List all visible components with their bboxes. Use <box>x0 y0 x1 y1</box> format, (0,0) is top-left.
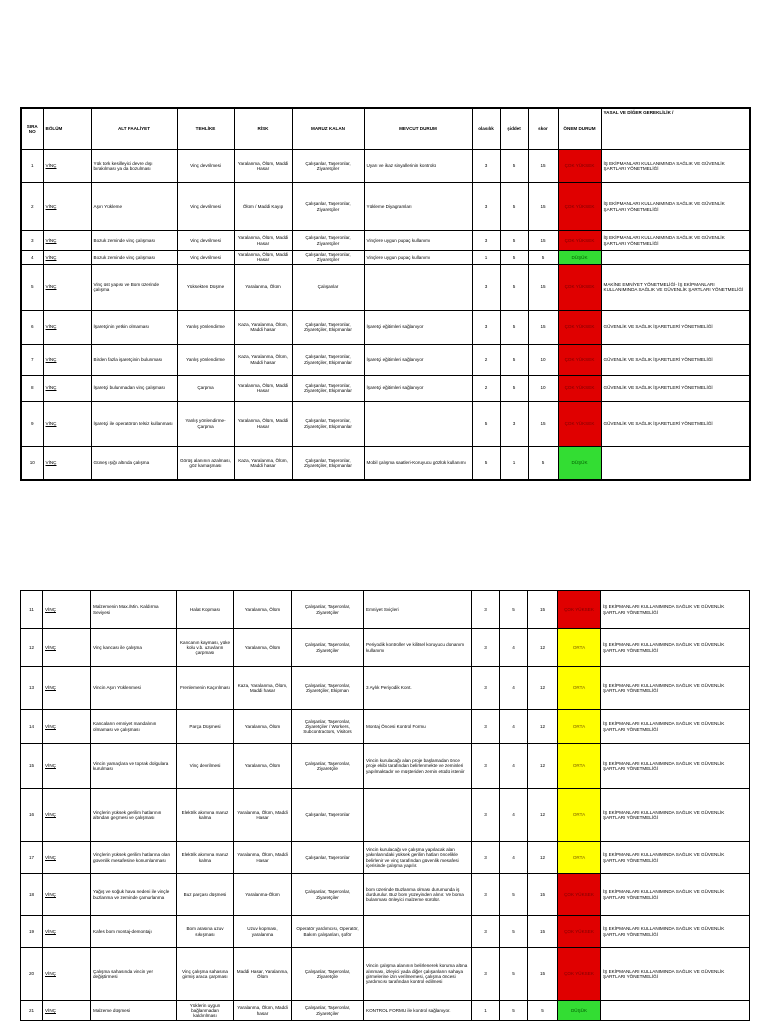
cell-tehlike: Yanlış yönlendirme <box>177 310 234 344</box>
cell-bolum: VİNÇ <box>43 667 91 710</box>
cell-maruz-kalan: Çalışanlar, Taşeronlar, Ziyaretçile <box>292 744 364 789</box>
cell-risk: Yaralanma, Ölüm, Maddi Hasar <box>234 375 292 401</box>
cell-olasilik: 2 <box>472 344 500 375</box>
cell-risk: Yaralanma, Ölüm, Maddi Hasar <box>234 401 292 446</box>
cell-yasal: GÜVENLİK VE SAĞLIK İŞARETLERİ YÖNETMELİĞİ <box>601 310 750 344</box>
cell-mevcut-durum: Montaj Öncesi Kontrol Formu <box>364 710 472 744</box>
cell-siddet: 5 <box>500 916 528 948</box>
cell-alt-faaliyet: Yük tork kesilleyici devre dışı bırakılması ya da bozulması <box>91 150 177 183</box>
header-risk: RİSK <box>234 108 292 150</box>
cell-olasilik: 3 <box>472 591 500 629</box>
cell-skor: 15 <box>528 264 558 310</box>
cell-no: 4 <box>21 251 43 265</box>
cell-no: 20 <box>21 948 43 1001</box>
cell-onem-durum: ORTA <box>558 710 601 744</box>
cell-onem-durum: ÇOK YÜKSEK <box>558 375 601 401</box>
cell-skor: 15 <box>528 874 558 916</box>
cell-risk: Kaza, Yaralanma, Ölüm, Maddi hasar <box>234 310 292 344</box>
cell-siddet: 5 <box>500 344 528 375</box>
cell-yasal <box>601 251 750 265</box>
cell-mevcut-durum: İşaretçi eğitimleri sağlanıyor <box>364 310 472 344</box>
cell-no: 9 <box>21 401 43 446</box>
table-row <box>21 842 750 874</box>
cell-bolum: VİNÇ <box>43 744 91 789</box>
cell-yasal: GÜVENLİK VE SAĞLIK İŞARETLERİ YÖNETMELİĞİ <box>601 401 750 446</box>
cell-alt-faaliyet: Vincin yamaçlara ve toprak dolgulara kurulması <box>91 744 177 789</box>
cell-skor: 10 <box>528 344 558 375</box>
cell-yasal: İŞ EKİPMANLARI KULLANIMINDA SAĞLIK VE GÜVENLİK ŞARTLARI YÖNETMELİĞİ <box>601 591 750 629</box>
cell-alt-faaliyet: Çalışma sahasında vincin yer değiştirmesi <box>91 948 177 1001</box>
cell-alt-faaliyet: İşaretçi ile operatörün telsiz kullanması <box>91 401 177 446</box>
cell-bolum: VİNÇ <box>43 375 91 401</box>
table-row <box>21 710 750 744</box>
cell-no: 16 <box>21 789 43 842</box>
cell-bolum: VİNÇ <box>43 591 91 629</box>
cell-mevcut-durum <box>364 401 472 446</box>
cell-tehlike: Vinç devrilmesi <box>177 231 234 251</box>
cell-tehlike: Çarpma <box>177 375 234 401</box>
cell-maruz-kalan: Operatör yardımcısı, Operatör, Bakım çalışanları, şoför <box>292 916 364 948</box>
cell-risk: Yaralanma, Ölüm, Maddi Hasar <box>234 842 292 874</box>
cell-onem-durum: ORTA <box>558 789 601 842</box>
cell-siddet: 5 <box>500 375 528 401</box>
table-row <box>21 344 750 375</box>
cell-onem-durum: ÇOK YÜKSEK <box>558 591 601 629</box>
cell-mevcut-durum: Mobil çalışma saatleri-Koruyucu gözlük kullanımı <box>364 446 472 480</box>
table-row <box>21 874 750 916</box>
table-row <box>21 150 750 183</box>
cell-onem-durum: ÇOK YÜKSEK <box>558 344 601 375</box>
cell-yasal: İŞ EKİPMANLARI KULLANIMINDA SAĞLIK VE GÜVENLİK ŞARTLARI YÖNETMELİĞİ <box>601 667 750 710</box>
cell-onem-durum: ÇOK YÜKSEK <box>558 401 601 446</box>
cell-bolum: VİNÇ <box>43 948 91 1001</box>
cell-maruz-kalan: Çalışanlar, Taşeronlar, Ziyaretçiler <box>292 1001 364 1021</box>
cell-bolum: VİNÇ <box>43 1001 91 1021</box>
cell-risk: Yaralanma, Ölüm <box>234 591 292 629</box>
cell-yasal: İŞ EKİPMANLARI KULLANIMINDA SAĞLIK VE GÜVENLİK ŞARTLARI YÖNETMELİĞİ <box>601 744 750 789</box>
cell-mevcut-durum <box>364 264 472 310</box>
cell-risk: Yaralanma, Ölüm <box>234 629 292 667</box>
cell-alt-faaliyet: Vinçlerin yüksek gerilim hatlarının altından geçmesi ve çalışması <box>91 789 177 842</box>
header-mevcut-durum: MEVCUT DURUM <box>364 108 472 150</box>
cell-tehlike: Elektrik akımına maruz kalma <box>177 789 234 842</box>
cell-yasal: İŞ EKİPMANLARI KULLANIMINDA SAĞLIK VE GÜVENLİK ŞARTLARI YÖNETMELİĞİ <box>601 231 750 251</box>
header-sira-no: SIRA NO <box>21 108 43 150</box>
cell-onem-durum: ÇOK YÜKSEK <box>558 264 601 310</box>
table-row <box>21 183 750 231</box>
header-olasilik: olasılık <box>472 108 500 150</box>
cell-mevcut-durum <box>364 916 472 948</box>
cell-bolum: VİNÇ <box>43 842 91 874</box>
cell-alt-faaliyet: Kancaların emniyet mandalının olmaması ve çalışması <box>91 710 177 744</box>
cell-yasal: İŞ EKİPMANLARI KULLANIMINDA SAĞLIK VE GÜVENLİK ŞARTLARI YÖNETMELİĞİ <box>601 842 750 874</box>
cell-risk: Kaza, Yaralanma, Ölüm, Maddi hasar <box>234 667 292 710</box>
cell-risk: Ölüm / Maddi Kayıp <box>234 183 292 231</box>
cell-alt-faaliyet: Bozuk zeminde vinç çalışması <box>91 251 177 265</box>
cell-mevcut-durum: Uyarı ve ikaz sinyallerinin kontrolü <box>364 150 472 183</box>
cell-skor: 12 <box>528 667 558 710</box>
cell-yasal <box>601 446 750 480</box>
cell-alt-faaliyet: Vincin Aşırı Yüklenmesi <box>91 667 177 710</box>
cell-tehlike: Bom arasına uzuv sıkışması <box>177 916 234 948</box>
cell-skor: 15 <box>528 310 558 344</box>
cell-maruz-kalan: Çalışanlar, Taşeronlar, Ziyaretçiler, Ekipmanlar <box>292 375 364 401</box>
header-maruz-kalan: MARUZ KALAN <box>292 108 364 150</box>
cell-mevcut-durum: Vincin kurulacağı alan proje başlamadan önce proje ekibi tarafından belirlenmekte ve zeminleri yapılmaktadır ve müşteriden zemin etüdü isteniir <box>364 744 472 789</box>
table-row <box>21 916 750 948</box>
cell-maruz-kalan: Çalışanlar, Taşeronlar, Ziyaretçile <box>292 948 364 1001</box>
cell-maruz-kalan: Çalışanlar, Taşeronlar, Ziyaretçiler, Ekipman <box>292 667 364 710</box>
cell-maruz-kalan: Çalışanlar, Taşeronlar, Ziyaretçiler, Ekipmanlar <box>292 310 364 344</box>
cell-alt-faaliyet: Vinçlerin yüksek gerilim hatlarına olan güvenlik mesafesine konumlanması <box>91 842 177 874</box>
cell-alt-faaliyet: Vinç üst yapısı ve Bom üzerinde çalışma <box>91 264 177 310</box>
table-row <box>21 310 750 344</box>
cell-yasal: İŞ EKİPMANLARI KULLANIMINDA SAĞLIK VE GÜVENLİK ŞARTLARI YÖNETMELİĞİ <box>601 789 750 842</box>
cell-risk: Yaralanma, Ölüm <box>234 744 292 789</box>
cell-alt-faaliyet: Güneş ışığı altında çalışma <box>91 446 177 480</box>
table-row <box>21 251 750 265</box>
cell-no: 21 <box>21 1001 43 1021</box>
cell-siddet: 4 <box>500 842 528 874</box>
cell-bolum: VİNÇ <box>43 710 91 744</box>
cell-alt-faaliyet: Malzemenin Max./Min. Kaldırma Seviyesi <box>91 591 177 629</box>
cell-siddet: 5 <box>500 591 528 629</box>
cell-skor: 15 <box>528 948 558 1001</box>
cell-mevcut-durum: Yükleme Diyagramları <box>364 183 472 231</box>
cell-mevcut-durum <box>364 789 472 842</box>
cell-skor: 15 <box>528 183 558 231</box>
cell-olasilik: 3 <box>472 150 500 183</box>
cell-no: 10 <box>21 446 43 480</box>
cell-onem-durum: DÜŞÜK <box>558 446 601 480</box>
cell-no: 19 <box>21 916 43 948</box>
cell-skor: 15 <box>528 401 558 446</box>
header-skor: skor <box>528 108 558 150</box>
cell-olasilik: 3 <box>472 916 500 948</box>
cell-olasilik: 3 <box>472 710 500 744</box>
cell-onem-durum: ORTA <box>558 744 601 789</box>
cell-no: 1 <box>21 150 43 183</box>
cell-tehlike: Vinç devrilmesi <box>177 183 234 231</box>
cell-bolum: VİNÇ <box>43 874 91 916</box>
table-row <box>21 629 750 667</box>
cell-siddet: 4 <box>500 629 528 667</box>
cell-alt-faaliyet: Yağış ve soğuk hava nedeni ile vinçle buzlanma ve zeminde çamurlanma <box>91 874 177 916</box>
table-2-body <box>21 591 750 1021</box>
cell-mevcut-durum: Emniyet Sviçleri <box>364 591 472 629</box>
cell-risk: Maddi Hasar, Yaralanma, Ölüm <box>234 948 292 1001</box>
cell-maruz-kalan: Çalışanlar, Taşeronlar, Ziyaretçiler <box>292 591 364 629</box>
cell-onem-durum: ÇOK YÜKSEK <box>558 916 601 948</box>
cell-mevcut-durum: bom üzerinde Buzlanma olması durumunda iş durdurulur. Buz bom yüzeyinden alınır. Ve boma bulanması önleyici malzeme sürülür. <box>364 874 472 916</box>
cell-siddet: 5 <box>500 948 528 1001</box>
cell-maruz-kalan: Çalışanlar, Taşeronlar, Ziyaretçiler <box>292 251 364 265</box>
cell-mevcut-durum: İşaretçi eğitimleri sağlanıyor <box>364 344 472 375</box>
cell-maruz-kalan: Çalışanlar, Taşeronlar, Ziyaretçiler <box>292 231 364 251</box>
cell-skor: 5 <box>528 251 558 265</box>
cell-tehlike: Vinç çalışma sahasına girmiş araca çarpması <box>177 948 234 1001</box>
cell-yasal: İŞ EKİPMANLARI KULLANIMINDA SAĞLIK VE GÜVENLİK ŞARTLARI YÖNETMELİĞİ <box>601 183 750 231</box>
cell-tehlike: Görüş alanının azalması, göz kamaşması <box>177 446 234 480</box>
cell-bolum: VİNÇ <box>43 401 91 446</box>
table-row <box>21 744 750 789</box>
cell-yasal: İŞ EKİPMANLARI KULLANIMINDA SAĞLIK VE GÜVENLİK ŞARTLARI YÖNETMELİĞİ <box>601 710 750 744</box>
cell-skor: 5 <box>528 1001 558 1021</box>
table-row <box>21 231 750 251</box>
cell-skor: 12 <box>528 789 558 842</box>
cell-onem-durum: DÜŞÜK <box>558 251 601 265</box>
cell-olasilik: 3 <box>472 667 500 710</box>
cell-tehlike: Buz parçası düşmesi <box>177 874 234 916</box>
cell-risk: Yaralanma, Ölüm, Maddi Hasar <box>234 231 292 251</box>
cell-olasilik: 3 <box>472 629 500 667</box>
cell-no: 11 <box>21 591 43 629</box>
cell-bolum: VİNÇ <box>43 231 91 251</box>
header-siddet: şiddet <box>500 108 528 150</box>
cell-alt-faaliyet: Vinç kancası ile çalışma <box>91 629 177 667</box>
cell-risk: Yaralanma, Ölüm, Maddi Hasar <box>234 789 292 842</box>
cell-siddet: 4 <box>500 667 528 710</box>
header-tehlike: TEHLİKE <box>177 108 234 150</box>
cell-tehlike: Yüksekten Düşme <box>177 264 234 310</box>
cell-onem-durum: ÇOK YÜKSEK <box>558 948 601 1001</box>
cell-yasal: İŞ EKİPMANLARI KULLANIMINDA SAĞLIK VE GÜVENLİK ŞARTLARI YÖNETMELİĞİ <box>601 916 750 948</box>
cell-siddet: 3 <box>500 401 528 446</box>
table-row <box>21 1001 750 1021</box>
cell-bolum: VİNÇ <box>43 446 91 480</box>
cell-no: 8 <box>21 375 43 401</box>
cell-onem-durum: ORTA <box>558 629 601 667</box>
cell-bolum: VİNÇ <box>43 264 91 310</box>
cell-no: 5 <box>21 264 43 310</box>
cell-maruz-kalan: Çalışanlar, Taşeronlar, Ziyaretçiler, Ekipmanlar <box>292 446 364 480</box>
cell-siddet: 4 <box>500 744 528 789</box>
cell-risk: Uzuv kopması, yaralanma <box>234 916 292 948</box>
cell-risk: Kaza, Yaralanma, Ölüm, Maddi hasar <box>234 446 292 480</box>
cell-maruz-kalan: Çalışanlar, Taşeronlar, Ziyaretçiler <box>292 150 364 183</box>
cell-olasilik: 3 <box>472 842 500 874</box>
cell-maruz-kalan: Çalışanlar, Taşeronlar, Ziyaretçiler <box>292 629 364 667</box>
cell-siddet: 5 <box>500 150 528 183</box>
cell-tehlike: Vinç devrilmesi <box>177 744 234 789</box>
cell-siddet: 5 <box>500 1001 528 1021</box>
cell-siddet: 5 <box>500 310 528 344</box>
header-yasal: YASAL VE DİĞER GEREKLİLİK / <box>601 108 750 150</box>
cell-no: 12 <box>21 629 43 667</box>
cell-skor: 15 <box>528 591 558 629</box>
cell-no: 15 <box>21 744 43 789</box>
cell-alt-faaliyet: İşaretçi bulunmadan vinç çalışması <box>91 375 177 401</box>
cell-tehlike: Vinç devrilmesi <box>177 251 234 265</box>
risk-table-1 <box>20 107 751 481</box>
cell-olasilik: 3 <box>472 264 500 310</box>
table-row <box>21 789 750 842</box>
cell-siddet: 5 <box>500 251 528 265</box>
cell-tehlike: Frenlemenin Kaçırılması <box>177 667 234 710</box>
table-row <box>21 948 750 1001</box>
cell-skor: 12 <box>528 842 558 874</box>
cell-siddet: 1 <box>500 446 528 480</box>
cell-yasal: İŞ EKİPMANLARI KULLANIMINDA SAĞLIK VE GÜVENLİK ŞARTLARI YÖNETMELİĞİ <box>601 150 750 183</box>
cell-tehlike: Halat Kopması <box>177 591 234 629</box>
cell-skor: 15 <box>528 231 558 251</box>
cell-bolum: VİNÇ <box>43 916 91 948</box>
cell-siddet: 4 <box>500 789 528 842</box>
cell-risk: Yaralanma, Ölüm, Maddi Hasar <box>234 150 292 183</box>
cell-olasilik: 3 <box>472 948 500 1001</box>
cell-olasilik: 3 <box>472 183 500 231</box>
cell-maruz-kalan: Çalışanlar, Taşeronlar, Ziyaretçiler, Ekipmanlar <box>292 344 364 375</box>
cell-mevcut-durum: Vincin kurulacağı ve çalışma yapılacak alan yakınlarındaki yüksek gerilim hatları öncelikle belirlenir ve vinç tarafından güvenlik mesafesi içerisinde çalışma yapılır. <box>364 842 472 874</box>
cell-mevcut-durum: Vinçlere uygun pupaç kullanımı <box>364 231 472 251</box>
cell-olasilik: 3 <box>472 789 500 842</box>
cell-bolum: VİNÇ <box>43 789 91 842</box>
cell-skor: 12 <box>528 744 558 789</box>
cell-risk: Yaralanma, Ölüm, Maddi Hasar <box>234 251 292 265</box>
cell-onem-durum: ÇOK YÜKSEK <box>558 231 601 251</box>
cell-yasal <box>601 1001 750 1021</box>
cell-no: 17 <box>21 842 43 874</box>
table-row <box>21 667 750 710</box>
risk-table-2 <box>20 590 750 1021</box>
cell-no: 7 <box>21 344 43 375</box>
cell-risk: Kaza, Yaralanma, Ölüm, Maddi hasar <box>234 344 292 375</box>
cell-maruz-kalan: Çalışanlar, Taşeronlar, Ziyaretçiler, Ekipmanlar <box>292 401 364 446</box>
cell-no: 6 <box>21 310 43 344</box>
cell-onem-durum: ÇOK YÜKSEK <box>558 150 601 183</box>
cell-skor: 5 <box>528 446 558 480</box>
cell-tehlike: Yüklerin uygun bağlanmadan kaldırılması <box>177 1001 234 1021</box>
cell-alt-faaliyet: Malzeme düşmesi <box>91 1001 177 1021</box>
cell-bolum: VİNÇ <box>43 310 91 344</box>
cell-mevcut-durum: Periyodik kontroller ve kilitsel koruyucu donanım kullanımı <box>364 629 472 667</box>
cell-alt-faaliyet: Aşırı Yükleme <box>91 183 177 231</box>
cell-onem-durum: ÇOK YÜKSEK <box>558 310 601 344</box>
header-row <box>21 108 750 150</box>
cell-olasilik: 1 <box>472 251 500 265</box>
cell-mevcut-durum: Vinçlere uygun pupaç kullanımı <box>364 251 472 265</box>
cell-siddet: 5 <box>500 183 528 231</box>
header-bolum: BÖLÜM <box>43 108 91 150</box>
cell-yasal: GÜVENLİK VE SAĞLIK İŞARETLERİ YÖNETMELİĞİ <box>601 375 750 401</box>
cell-skor: 15 <box>528 150 558 183</box>
cell-tehlike: Yanlış yönlendirme- Çarpma <box>177 401 234 446</box>
cell-onem-durum: ÇOK YÜKSEK <box>558 183 601 231</box>
cell-maruz-kalan: Çalışanlar, Taşeronlar, Ziyaretçiler / Workers, Subcontractors, Visitors <box>292 710 364 744</box>
cell-bolum: VİNÇ <box>43 344 91 375</box>
table-row <box>21 446 750 480</box>
cell-siddet: 5 <box>500 231 528 251</box>
cell-risk: Yaralanma, Ölüm <box>234 264 292 310</box>
cell-risk: Yaralanma-Ölüm <box>234 874 292 916</box>
cell-alt-faaliyet: İşaretçinin yetkin olmaması <box>91 310 177 344</box>
cell-onem-durum: DÜŞÜK <box>558 1001 601 1021</box>
cell-siddet: 5 <box>500 264 528 310</box>
cell-onem-durum: ÇOK YÜKSEK <box>558 874 601 916</box>
cell-risk: Yaralanma, Ölüm, Maddi hasar <box>234 1001 292 1021</box>
cell-mevcut-durum: KONTROL FORMU ile kontrol sağlanıyor. <box>364 1001 472 1021</box>
cell-tehlike: Parça Düşmesi <box>177 710 234 744</box>
header-onem-durum: ÖNEM DURUM <box>558 108 601 150</box>
cell-yasal: İŞ EKİPMANLARI KULLANIMINDA SAĞLIK VE GÜVENLİK ŞARTLARI YÖNETMELİĞİ <box>601 629 750 667</box>
cell-mevcut-durum: Vincin çalışma alanının belirlenerek koruma altına alınması, izleyici yada diğer çalışanların sahaya girmelerine izin verilmemesi, çalışma öncesi yardımcısı tarafından kontrol edilmesi <box>364 948 472 1001</box>
cell-maruz-kalan: Çalışanlar <box>292 264 364 310</box>
table-row <box>21 264 750 310</box>
cell-skor: 10 <box>528 375 558 401</box>
cell-maruz-kalan: Çalışanlar, Taşeronlar, Ziyaretçiler <box>292 874 364 916</box>
cell-olasilik: 1 <box>472 1001 500 1021</box>
cell-yasal: İŞ EKİPMANLARI KULLANIMINDA SAĞLIK VE GÜVENLİK ŞARTLARI YÖNETMELİĞİ <box>601 874 750 916</box>
cell-maruz-kalan: Çalışanlar, Taşeronlar, Ziyaretçiler <box>292 183 364 231</box>
cell-alt-faaliyet: Kafes bom montaj-demontajı <box>91 916 177 948</box>
cell-no: 2 <box>21 183 43 231</box>
cell-no: 14 <box>21 710 43 744</box>
cell-onem-durum: ORTA <box>558 842 601 874</box>
table-row <box>21 401 750 446</box>
cell-yasal: GÜVENLİK VE SAĞLIK İŞARETLERİ YÖNETMELİĞİ <box>601 344 750 375</box>
table-1-body <box>21 150 750 481</box>
cell-no: 3 <box>21 231 43 251</box>
cell-alt-faaliyet: Birden fazla işaretçinin bulunması <box>91 344 177 375</box>
cell-siddet: 4 <box>500 710 528 744</box>
cell-bolum: VİNÇ <box>43 251 91 265</box>
cell-tehlike: Yanlış yönlendirme <box>177 344 234 375</box>
cell-tehlike: Vinç devrilmesi <box>177 150 234 183</box>
cell-siddet: 5 <box>500 874 528 916</box>
cell-tehlike: Kancanın kayması, yüke kolu v.b. uzuvların çarpması <box>177 629 234 667</box>
cell-yasal: MAKİNE EMNİYET YÖNETMELİĞİ- İŞ EKİPMANLARI KULLANIMINDA SAĞLIK VE GÜVENLİK ŞARTLARI YÖNETMELİĞİ <box>601 264 750 310</box>
cell-skor: 12 <box>528 710 558 744</box>
cell-olasilik: 5 <box>472 446 500 480</box>
table-row <box>21 375 750 401</box>
cell-mevcut-durum: 3 Aylık Periyodik Kont. <box>364 667 472 710</box>
cell-skor: 15 <box>528 916 558 948</box>
cell-onem-durum: ORTA <box>558 667 601 710</box>
cell-maruz-kalan: Çalışanlar, Taşeronlar <box>292 842 364 874</box>
header-alt-faaliyet: ALT FAALİYET <box>91 108 177 150</box>
cell-bolum: VİNÇ <box>43 183 91 231</box>
cell-no: 13 <box>21 667 43 710</box>
cell-risk: Yaralanma, Ölüm <box>234 710 292 744</box>
cell-bolum: VİNÇ <box>43 150 91 183</box>
cell-no: 18 <box>21 874 43 916</box>
table-row <box>21 591 750 629</box>
cell-olasilik: 3 <box>472 874 500 916</box>
cell-olasilik: 5 <box>472 401 500 446</box>
cell-maruz-kalan: Çalışanlar, Taşeronlar <box>292 789 364 842</box>
cell-yasal: İŞ EKİPMANLARI KULLANIMINDA SAĞLIK VE GÜVENLİK ŞARTLARI YÖNETMELİĞİ <box>601 948 750 1001</box>
cell-olasilik: 3 <box>472 310 500 344</box>
cell-skor: 12 <box>528 629 558 667</box>
cell-tehlike: Elektrik akımına maruz kalma <box>177 842 234 874</box>
cell-alt-faaliyet: Bozuk zeminde vinç çalışması <box>91 231 177 251</box>
cell-olasilik: 3 <box>472 231 500 251</box>
cell-bolum: VİNÇ <box>43 629 91 667</box>
cell-mevcut-durum: İşaretçi eğitimleri sağlanıyor <box>364 375 472 401</box>
cell-olasilik: 2 <box>472 375 500 401</box>
cell-olasilik: 3 <box>472 744 500 789</box>
